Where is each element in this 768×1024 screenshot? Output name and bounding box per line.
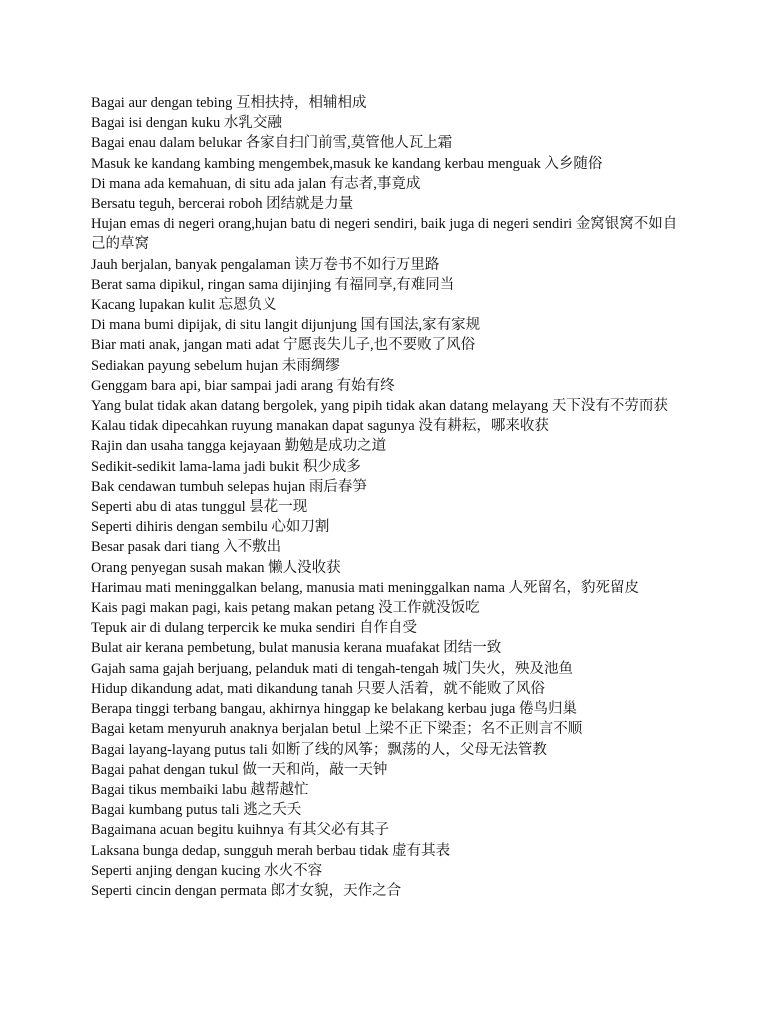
proverb-line: Masuk ke kandang kambing mengembek,masuk ke kandang kerbau menguak 入乡随俗 (91, 155, 603, 172)
proverb-line: Rajin dan usaha tangga kejayaan 勤勉是成功之道 (91, 438, 387, 455)
proverb-line: Harimau mati meninggalkan belang, manusia mati meninggalkan nama 人死留名，豹死留皮 (91, 579, 640, 596)
proverb-line: Yang bulat tidak akan datang bergolek, yang pipih tidak akan datang melayang 天下没有不劳而获 (91, 398, 668, 415)
proverb-line: Di mana bumi dipijak, di situ langit dijunjung 国有国法,家有家规 (91, 317, 481, 334)
proverb-line: Bagai kumbang putus tali 逃之夭夭 (91, 802, 302, 819)
proverb-line: Tepuk air di dulang terpercik ke muka sendiri 自作自受 (91, 620, 417, 637)
proverb-line: Bersatu teguh, bercerai roboh 团结就是力量 (91, 196, 354, 213)
proverb-line: Di mana ada kemahuan, di situ ada jalan 有志者,事竟成 (91, 175, 421, 192)
proverb-line: Bagai ketam menyuruh anaknya berjalan betul 上梁不正下梁歪；名不正则言不顺 (91, 721, 583, 738)
proverb-line: Berat sama dipikul, ringan sama dijinjing 有福同享,有难同当 (91, 276, 455, 293)
proverb-line: Kalau tidak dipecahkan ruyung manakan dapat sagunya 没有耕耘，哪来收获 (91, 418, 549, 435)
proverb-line: Berapa tinggi terbang bangau, akhirnya hinggap ke belakang kerbau juga 倦鸟归巢 (91, 701, 577, 718)
proverb-line: Hidup dikandung adat, mati dikandung tanah 只要人活着，就不能败了风俗 (91, 680, 545, 697)
proverb-line: Laksana bunga dedap, sungguh merah berbau tidak 虚有其表 (91, 842, 451, 859)
proverb-line: Seperti dihiris dengan sembilu 心如刀割 (91, 519, 330, 536)
proverb-line: Besar pasak dari tiang 入不敷出 (91, 539, 282, 556)
proverb-line: Hujan emas di negeri orang,hujan batu di negeri sendiri, baik juga di negeri sendiri 金窝银窝不如自己的草窝 (91, 216, 678, 253)
proverb-line: Bagai aur dengan tebing 互相扶持，相辅相成 (91, 95, 367, 111)
proverb-line: Bagaimana acuan begitu kuihnya 有其父必有其子 (91, 822, 389, 839)
proverb-line: Bagai pahat dengan tukul 做一天和尚，敲一天钟 (91, 761, 388, 778)
proverb-line: Bagai tikus membaiki labu 越帮越忙 (91, 781, 309, 798)
proverb-line: Kacang lupakan kulit 忘恩负义 (91, 297, 277, 314)
proverb-line: Biar mati anak, jangan mati adat 宁愿丧失儿子,也不要败了风俗 (91, 337, 476, 354)
proverb-line: Seperti anjing dengan kucing 水火不容 (91, 862, 323, 879)
proverb-line: Kais pagi makan pagi, kais petang makan petang 没工作就没饭吃 (91, 600, 480, 617)
proverb-line: Orang penyegan susah makan 懒人没收获 (91, 559, 341, 576)
proverb-line: Bagai enau dalam belukar 各家自扫门前雪,莫管他人瓦上霜 (91, 135, 453, 152)
proverb-line: Bak cendawan tumbuh selepas hujan 雨后春笋 (91, 478, 367, 495)
proverb-line: Sediakan payung sebelum hujan 未雨绸缪 (91, 357, 340, 374)
proverb-line: Seperti cincin dengan permata 郎才女貌，天作之合 (91, 882, 402, 899)
proverb-line: Sedikit-sedikit lama-lama jadi bukit 积少成多 (91, 458, 361, 475)
proverb-line: Jauh berjalan, banyak pengalaman 读万卷书不如行万里路 (91, 256, 440, 273)
proverb-line: Seperti abu di atas tunggul 昙花一现 (91, 499, 308, 516)
proverb-line: Bagai isi dengan kuku 水乳交融 (91, 115, 282, 132)
proverb-line: Genggam bara api, biar sampai jadi arang 有始有终 (91, 377, 395, 394)
proverb-line: Bulat air kerana pembetung, bulat manusia kerana muafakat 团结一致 (91, 640, 502, 657)
proverb-line: Gajah sama gajah berjuang, pelanduk mati di tengah-tengah 城门失火，殃及池鱼 (91, 660, 573, 677)
proverb-line: Bagai layang-layang putus tali 如断了线的风筝；飘荡的人，父母无法管教 (91, 741, 547, 758)
